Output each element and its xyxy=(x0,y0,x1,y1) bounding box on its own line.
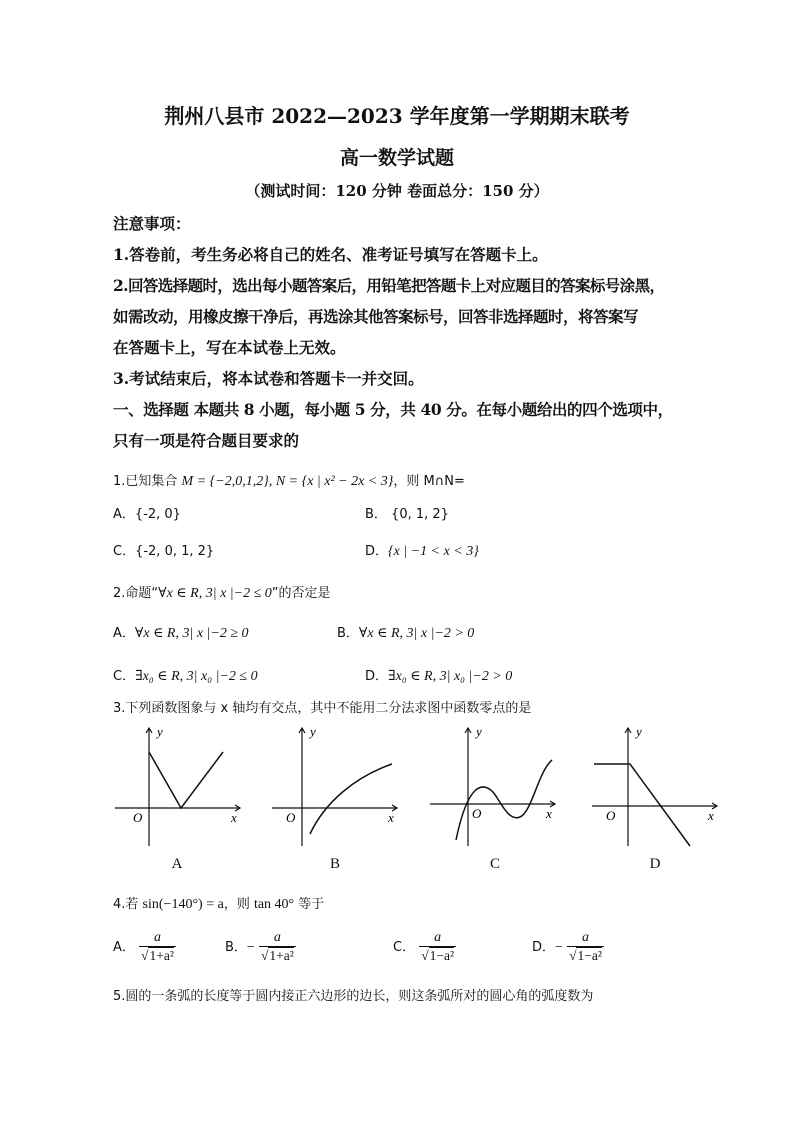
notice-item-3: 3.考试结束后，将本试卷和答题卡一并交回。 xyxy=(113,369,424,388)
question-1-suffix: ，则 M∩N= xyxy=(393,474,465,489)
question-1-set-n: N = {x | x² − 2x < 3} xyxy=(275,474,394,489)
question-2-option-c xyxy=(113,665,258,685)
graph-d-x-label: x xyxy=(708,808,714,823)
question-1-set-m: M = {−2,0,1,2} xyxy=(181,474,269,489)
graph-a-y-label: y xyxy=(157,724,163,739)
question-4-option-c-numerator: a xyxy=(434,930,442,945)
graph-a xyxy=(113,722,248,850)
question-4-option-a xyxy=(113,930,176,965)
graph-a-curve xyxy=(149,752,223,808)
question-4-option-d-numerator: a xyxy=(581,930,589,945)
question-4-option-d-sign: − xyxy=(555,940,563,955)
graph-d-y-label: y xyxy=(636,724,642,739)
question-4-suffix: 等于 xyxy=(294,897,325,912)
graph-b-curve xyxy=(310,764,392,834)
graph-b-origin: O xyxy=(286,810,296,825)
graph-c-label: C xyxy=(489,856,500,872)
graph-d-origin: O xyxy=(606,808,616,823)
question-2-option-a-math: ∀x ∈ R, 3| x |−2 ≥ 0 xyxy=(134,626,249,641)
section-1-line-2: 只有一项是符合题目要求的 xyxy=(113,431,300,450)
question-2-suffix: ”的否定是 xyxy=(271,586,331,601)
graph-a-label: A xyxy=(171,856,183,872)
notice-item-2-line-3: 在答题卡上，写在本试卷上无效。 xyxy=(113,338,346,357)
graph-d-curve xyxy=(594,764,690,846)
question-4-prefix: 4.若 xyxy=(113,897,143,912)
notice-heading: 注意事项： xyxy=(113,214,191,233)
graph-c-y-label: y xyxy=(476,724,482,739)
question-4-target: tan 40° xyxy=(253,897,295,912)
question-4-option-b-sign: − xyxy=(246,940,255,955)
question-4-stem xyxy=(113,893,324,913)
question-2-option-c-math: ∃x₀ ∈ R, 3| x₀ |−2 ≤ 0 xyxy=(135,669,258,684)
question-4-option-b-denominator: 1+a² xyxy=(269,948,294,963)
question-2-option-b-math: ∀x ∈ R, 3| x |−2 > 0 xyxy=(358,626,475,641)
graph-b-x-label: x xyxy=(388,810,394,825)
question-2-proposition: ∀x ∈ R, 3| x |−2 ≤ 0 xyxy=(158,586,272,601)
graph-d xyxy=(590,722,725,850)
question-1-option-b: B． {0, 1, 2} xyxy=(365,507,449,522)
question-2-option-a xyxy=(113,622,249,642)
question-4-option-d xyxy=(532,930,604,965)
question-4-option-a-fraction: $\frac{a}{\text{√1+a²}}$ xyxy=(141,930,174,963)
question-4-option-b-label: B． xyxy=(225,940,247,955)
graph-c-origin: O xyxy=(472,806,482,821)
question-1-option-d-label: D． xyxy=(365,544,389,559)
question-2-option-c-label: C． xyxy=(113,669,136,684)
question-2-stem xyxy=(113,582,331,602)
question-4-condition: sin(−140°) = a xyxy=(142,897,224,912)
question-4-option-a-denominator: 1+a² xyxy=(149,948,174,963)
time-info: （测试时间：120 分钟 卷面总分：150 分） xyxy=(245,182,549,200)
graph-c-x-label: x xyxy=(546,806,552,821)
question-4-option-c xyxy=(393,930,456,965)
question-4-option-a-label: A． xyxy=(113,940,135,955)
graph-c-curve xyxy=(456,760,552,840)
exam-title: 荆州八县市 2022—2023 学年度第一学期期末联考 xyxy=(164,104,630,128)
question-1-option-c: C．{-2, 0, 1, 2} xyxy=(113,544,215,559)
question-1-option-d-math: {x | −1 < x < 3} xyxy=(388,544,479,559)
question-2-option-b-label: B． xyxy=(337,626,359,641)
question-1-stem: 1.已知集合 M = {−2,0,1,2}, N = {x | x² − 2x < 3}，则 M∩N= xyxy=(113,474,465,489)
question-1-option-d xyxy=(365,540,479,560)
notice-item-2-line-2: 如需改动，用橡皮擦干净后，再选涂其他答案标号，回答非选择题时，将答案写 xyxy=(113,307,639,326)
question-1-prefix: 1.已知集合 xyxy=(113,474,182,489)
graph-c xyxy=(428,722,563,850)
question-4-option-d-label: D． xyxy=(532,940,556,955)
graph-a-origin: O xyxy=(133,810,143,825)
question-4-option-d-denominator: 1−a² xyxy=(577,948,602,963)
section-1-line-1: 一、选择题 本题共 8 小题，每小题 5 分，共 40 分。在每小题给出的四个选项中， xyxy=(113,400,673,419)
question-4-option-d-fraction: $\frac{a}{\text{√1−a²}}$ xyxy=(569,930,602,963)
question-5-stem: 5.圆的一条弧的长度等于圆内接正六边形的边长，则这条弧所对的圆心角的弧度数为 xyxy=(113,989,594,1004)
graph-b-y-label: y xyxy=(310,724,316,739)
question-4-option-b-numerator: a xyxy=(273,930,281,945)
question-4-option-c-label: C． xyxy=(393,940,416,955)
graph-d-label: D xyxy=(649,856,661,872)
question-3-stem: 3.下列函数图象与 x 轴均有交点，其中不能用二分法求图中函数零点的是 xyxy=(113,701,532,716)
notice-item-1: 1.答卷前，考生务必将自己的姓名、准考证号填写在答题卡上。 xyxy=(113,245,548,264)
graph-b-label: B xyxy=(329,856,340,872)
question-2-option-d xyxy=(365,665,512,685)
question-4-option-c-fraction: $\frac{a}{\text{√1−a²}}$ xyxy=(421,930,455,963)
graph-b xyxy=(270,722,405,850)
graph-a-x-label: x xyxy=(231,810,237,825)
question-4-mid: ，则 xyxy=(223,897,254,912)
question-4-option-b xyxy=(225,930,296,965)
notice-item-2-line-1: 2.回答选择题时，选出每小题答案后，用铅笔把答题卡上对应题目的答案标号涂黑， xyxy=(113,276,665,295)
exam-subtitle: 高一数学试题 xyxy=(339,147,454,169)
question-2-prefix: 2.命题“ xyxy=(113,586,159,601)
question-2-option-a-label: A． xyxy=(113,626,135,641)
question-2-option-d-math: ∃x₀ ∈ R, 3| x₀ |−2 > 0 xyxy=(388,669,513,684)
question-4-option-c-denominator: 1−a² xyxy=(429,948,455,963)
question-4-option-b-fraction: $\frac{a}{\text{√1+a²}}$ xyxy=(260,930,294,963)
question-2-option-b xyxy=(337,622,474,642)
question-2-option-d-label: D． xyxy=(365,669,389,684)
question-4-option-a-numerator: a xyxy=(153,930,161,945)
question-1-option-a: A．{-2, 0} xyxy=(113,507,181,522)
